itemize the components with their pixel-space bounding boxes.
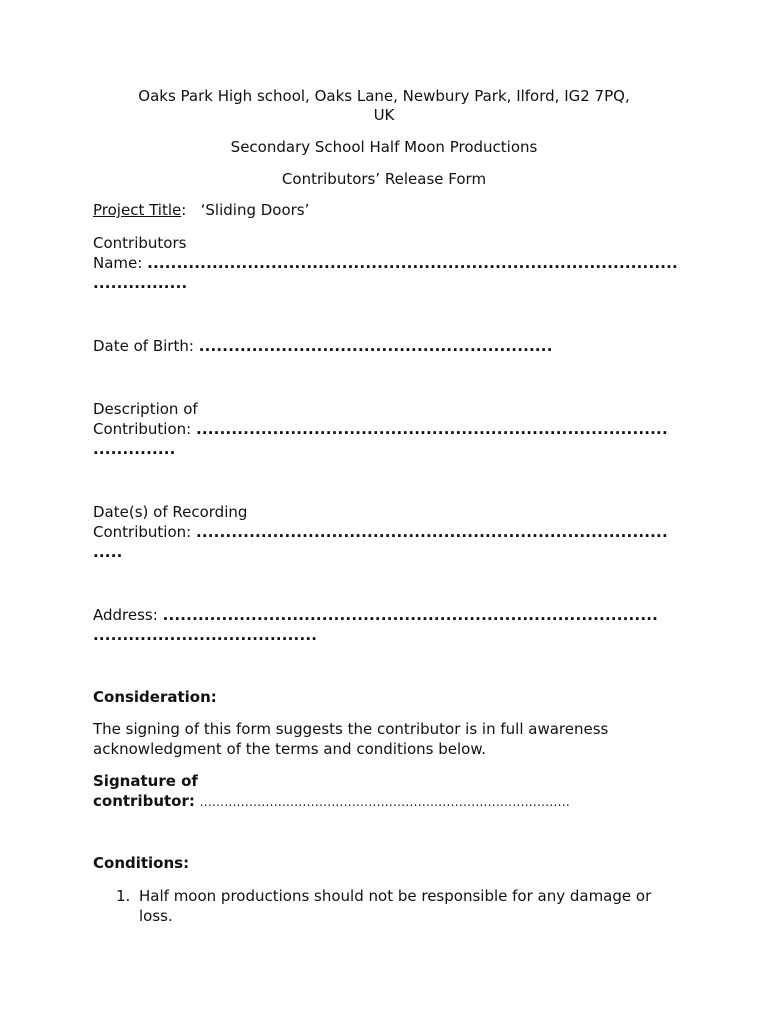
signature-label-line1: Signature of bbox=[93, 772, 198, 790]
consideration-heading: Consideration: bbox=[93, 688, 217, 706]
date-of-birth-row[interactable] bbox=[93, 336, 553, 356]
school-address-line2: UK bbox=[373, 106, 395, 124]
description-field[interactable]: ................................................................................ bbox=[195, 420, 668, 438]
description-label-line1: Description of bbox=[93, 400, 198, 418]
condition-1-text-line2: loss. bbox=[139, 907, 173, 925]
recording-dates-row[interactable] bbox=[93, 522, 668, 542]
address-field[interactable]: .................................................................................... bbox=[162, 606, 659, 624]
address-row[interactable] bbox=[93, 605, 658, 625]
contributor-name-label-line2: Name: bbox=[93, 254, 143, 272]
description-row[interactable] bbox=[93, 419, 668, 439]
signature-row[interactable] bbox=[93, 791, 570, 812]
recording-dates-field-cont[interactable]: ..... bbox=[93, 543, 123, 561]
school-address-line1: Oaks Park High school, Oaks Lane, Newbury Park, Ilford, IG2 7PQ, bbox=[138, 87, 630, 105]
contributor-name-label-line1: Contributors bbox=[93, 234, 187, 252]
contributor-name-row[interactable] bbox=[93, 253, 678, 273]
description-field-cont[interactable]: .............. bbox=[93, 440, 176, 458]
project-title-row bbox=[93, 200, 309, 220]
address-field-cont[interactable]: ...................................... bbox=[93, 626, 318, 644]
address-label: Address: bbox=[93, 606, 158, 624]
project-title-colon: : bbox=[181, 201, 187, 219]
form-title: Contributors’ Release Form bbox=[281, 170, 487, 188]
consideration-text-line2: acknowledgment of the terms and conditions below. bbox=[93, 740, 487, 758]
signature-field[interactable]: .......................................................................................... bbox=[199, 795, 570, 809]
recording-dates-label-line2: Contribution: bbox=[93, 523, 192, 541]
project-title-value: ‘Sliding Doors’ bbox=[200, 201, 310, 219]
recording-dates-field[interactable]: ................................................................................ bbox=[195, 523, 668, 541]
conditions-heading: Conditions: bbox=[93, 854, 190, 872]
consideration-text-line1: The signing of this form suggests the contributor is in full awareness bbox=[93, 720, 609, 738]
condition-1-number: 1. bbox=[116, 887, 131, 905]
date-of-birth-field[interactable]: ............................................................ bbox=[198, 337, 553, 355]
signature-label-line2: contributor: bbox=[93, 792, 195, 810]
contributor-name-field[interactable]: .......................................................................................... bbox=[147, 254, 678, 272]
recording-dates-label-line1: Date(s) of Recording bbox=[93, 503, 248, 521]
date-of-birth-label: Date of Birth: bbox=[93, 337, 194, 355]
description-label-line2: Contribution: bbox=[93, 420, 192, 438]
project-title-label: Project Title bbox=[93, 201, 182, 219]
organisation-name: Secondary School Half Moon Productions bbox=[230, 138, 538, 156]
contributor-name-field-cont[interactable]: ................ bbox=[93, 274, 188, 292]
condition-1-text-line1: Half moon productions should not be responsible for any damage or bbox=[139, 887, 652, 905]
